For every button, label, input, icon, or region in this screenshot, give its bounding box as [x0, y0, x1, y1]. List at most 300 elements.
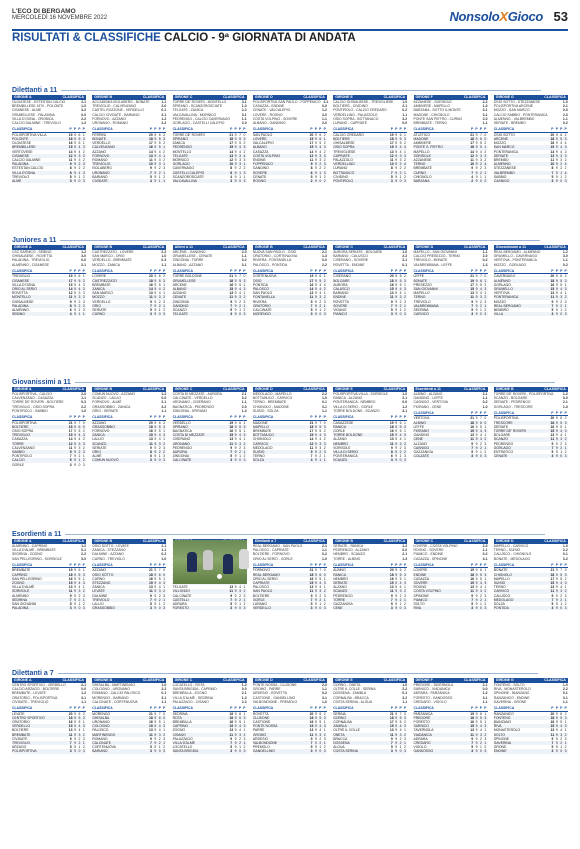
team-points: 11	[470, 295, 474, 300]
team-name: VILLA D'OGNA	[12, 170, 36, 175]
team-points: 16	[550, 720, 555, 725]
team-name: CORTENUOVA	[252, 274, 277, 279]
match-teams: RIVA - MONASTEROLO	[493, 687, 531, 692]
team-played: 9	[475, 720, 478, 725]
match-teams: TORRE - ALBINO	[333, 556, 361, 561]
team-played: 9	[395, 728, 398, 733]
team-won: 5	[399, 137, 402, 142]
team-played: 9	[395, 166, 398, 171]
team-played: 9	[475, 454, 478, 459]
team-played: 9	[475, 308, 478, 313]
standings-col-label: P	[73, 127, 77, 132]
team-points: 11	[309, 158, 314, 163]
match-teams: CENATE - VALCALEPIO	[252, 108, 291, 113]
team-won: 4	[479, 429, 482, 434]
team-drawn: 2	[163, 602, 166, 607]
team-points: 21	[229, 132, 234, 137]
team-points: 5	[551, 308, 554, 313]
match-teams: BAGNATICA - PEDRENGO	[172, 404, 215, 409]
match-score: 3-1	[241, 100, 247, 104]
team-points: 7	[551, 597, 554, 602]
standings-col-label: P	[479, 410, 483, 415]
team-points: 3	[390, 312, 393, 317]
team-played: 9	[234, 433, 237, 438]
team-played: 9	[475, 745, 478, 750]
match-teams: PONTE NOSSA - CLUSONE	[252, 683, 297, 687]
team-points: 18	[389, 278, 394, 283]
match-result	[92, 263, 166, 267]
team-name: PALOSCO	[252, 287, 270, 292]
team-name: BOTTANUCO	[333, 170, 355, 175]
standings-label: CLASSIFICA	[252, 415, 274, 420]
team-name: MEDOLAGO	[252, 445, 273, 450]
team-played: 9	[555, 166, 558, 171]
team-drawn: 2	[484, 450, 487, 455]
team-won: 3	[239, 162, 241, 167]
team-name: PONTIROLO	[333, 179, 354, 184]
team-drawn: 2	[404, 274, 406, 279]
team-name: GANDINO	[413, 433, 430, 438]
team-name: ORIO	[92, 303, 101, 308]
team-name: STEZZANESE	[493, 166, 517, 171]
team-name: CAPRINO	[172, 724, 189, 729]
match-teams: FORESTO - GANDOSSO	[413, 695, 453, 700]
team-points: 9	[310, 736, 313, 741]
team-won: 2	[78, 299, 81, 304]
masthead	[12, 8, 568, 26]
team-drawn: 3	[323, 441, 326, 446]
group-name: Giovanissimi a 11	[495, 245, 526, 249]
team-drawn: 3	[82, 299, 85, 304]
team-drawn: 1	[484, 728, 487, 733]
team-played: 9	[555, 728, 558, 733]
team-won: 1	[78, 602, 81, 607]
team-drawn: 2	[484, 589, 487, 594]
team-won: 3	[479, 437, 482, 442]
team-points: 15	[470, 287, 475, 292]
standings-table	[333, 712, 407, 754]
team-points: 8	[551, 166, 554, 171]
team-points: 16	[389, 429, 394, 434]
team-name: VALBREMBANA	[413, 303, 439, 308]
team-played: 9	[475, 445, 478, 450]
team-played: 9	[555, 287, 558, 292]
team-won: 2	[479, 736, 482, 741]
team-won: 4	[479, 287, 482, 292]
team-won: 6	[319, 711, 322, 716]
team-name: CISANO	[172, 732, 186, 737]
match-teams: URGNANO - ROMANO	[92, 121, 128, 126]
team-drawn: 4	[564, 162, 567, 167]
team-won: 2	[239, 299, 241, 304]
team-won: 5	[479, 572, 482, 577]
team-won: 3	[560, 732, 563, 737]
team-drawn: 2	[163, 732, 166, 737]
team-drawn: 2	[323, 589, 326, 594]
team-drawn: 2	[404, 441, 406, 446]
team-won: 2	[158, 597, 161, 602]
page-headline	[12, 32, 568, 46]
team-name: SEDRINA	[12, 597, 28, 602]
team-drawn: 3	[404, 312, 406, 317]
team-points: 6	[310, 170, 313, 175]
matchday-label: CLASSIFICA	[62, 387, 84, 391]
team-points: 16	[68, 720, 73, 725]
match-teams: GHISALBA - MARTINENGO	[92, 683, 136, 687]
matchday-label: CLASSIFICA	[223, 245, 245, 249]
team-played: 9	[475, 593, 478, 598]
table-row	[253, 179, 327, 183]
team-points: 11	[550, 589, 555, 594]
section-title-text: Dilettanti a 11	[12, 87, 58, 94]
team-name: ARZAGO	[12, 745, 27, 750]
match-result	[173, 121, 247, 125]
team-played: 9	[154, 299, 157, 304]
table-row	[414, 179, 488, 183]
team-points: 7	[310, 597, 313, 602]
team-name: MADONE	[252, 420, 268, 425]
team-points: 7	[69, 454, 72, 459]
team-won: 0	[560, 606, 563, 611]
team-name: VERDELLO	[92, 299, 111, 304]
team-played: 9	[395, 287, 398, 292]
team-won: 0	[319, 749, 322, 754]
issue-date: MERCOLEDÌ 16 NOVEMBRE 2022	[12, 15, 108, 21]
team-name: ALBANO	[252, 145, 267, 150]
team-drawn: 3	[484, 749, 487, 754]
group-name: GIRONE B	[495, 387, 514, 391]
team-played: 9	[154, 585, 157, 590]
team-points: 7	[149, 597, 152, 602]
team-played: 9	[475, 153, 478, 158]
team-won: 5	[78, 137, 81, 142]
team-played: 9	[314, 141, 317, 146]
team-points: 11	[309, 445, 314, 450]
team-points: 10	[389, 162, 394, 167]
team-won: 2	[479, 162, 482, 167]
team-name: PIANICO	[413, 597, 428, 602]
team-drawn: 2	[243, 589, 246, 594]
team-points: 9	[69, 736, 72, 741]
team-played: 9	[475, 274, 478, 279]
team-won: 2	[399, 736, 402, 741]
team-points: 17	[309, 278, 314, 283]
team-name: CENE	[333, 606, 343, 611]
standings-col-label: P	[230, 415, 233, 420]
team-drawn: 0	[484, 420, 487, 425]
team-points: 11	[68, 732, 73, 737]
team-points: 15	[470, 724, 475, 729]
team-won: 6	[319, 132, 322, 137]
team-played: 9	[475, 170, 478, 175]
standings-col-label: P	[395, 562, 398, 567]
team-played: 9	[395, 153, 398, 158]
team-points: 6	[390, 454, 393, 459]
team-points: 11	[550, 158, 555, 163]
match-score: 1-1	[482, 548, 488, 553]
team-drawn: 3	[404, 581, 406, 586]
team-played: 9	[154, 606, 157, 611]
team-name: COSTA VOLPINO	[252, 153, 281, 158]
group-column	[414, 387, 488, 525]
team-drawn: 2	[163, 308, 166, 313]
team-played: 9	[475, 724, 478, 729]
team-points: 5	[310, 174, 313, 179]
team-won: 3	[560, 158, 563, 163]
match-teams: SUISIO - SOLZA	[252, 408, 279, 413]
match-teams: CREDARO - VIGOLO	[413, 699, 447, 704]
matchday-label: CLASSIFICA	[142, 387, 165, 391]
team-played: 9	[475, 728, 478, 733]
team-points: 15	[229, 287, 234, 292]
team-name: TERNO	[413, 295, 426, 300]
table-row	[92, 749, 166, 753]
match-score: 2-2	[482, 100, 488, 104]
team-name: URGNANO	[172, 441, 190, 446]
team-points: 7	[471, 741, 474, 746]
match-score: 2-0	[241, 250, 247, 254]
team-name: BREMBATE	[12, 568, 31, 573]
team-drawn: 3	[564, 299, 567, 304]
team-won: 3	[319, 589, 322, 594]
team-won: 5	[399, 715, 402, 720]
team-played: 9	[475, 450, 478, 455]
team-played: 9	[234, 736, 237, 741]
match-teams: BOLTIERE - CIVIDINO	[333, 104, 368, 109]
team-played: 9	[395, 581, 398, 586]
team-points: 11	[309, 295, 314, 300]
team-played: 9	[555, 450, 558, 455]
match-score: 1-1	[562, 116, 568, 121]
team-name: ORIO AL SERIO	[252, 576, 278, 581]
match-teams: CHIGNOLO - MADONE	[252, 404, 289, 409]
team-drawn: 1	[484, 303, 487, 308]
team-played: 9	[314, 287, 317, 292]
standings-label: CLASSIFICA	[413, 706, 434, 711]
team-played: 9	[475, 137, 478, 142]
team-points: 8	[230, 166, 233, 171]
match-teams: CASTIONE - GANDELLINO	[252, 695, 296, 700]
team-points: 13	[229, 153, 234, 158]
team-won: 3	[399, 441, 402, 446]
team-drawn: 1	[564, 424, 567, 429]
team-points: 16	[309, 576, 314, 581]
team-won: 5	[479, 715, 482, 720]
team-played: 9	[154, 572, 157, 577]
team-played: 9	[555, 141, 558, 146]
team-drawn: 3	[163, 458, 166, 463]
match-score: 1-3	[241, 408, 247, 413]
team-name: ORIO	[92, 450, 101, 455]
team-drawn: 1	[82, 141, 85, 146]
team-won: 0	[78, 749, 81, 754]
team-drawn: 2	[484, 179, 487, 184]
team-name: POLISPORTIVA VILLA	[12, 132, 47, 137]
team-points: 5	[230, 745, 233, 750]
team-drawn: 2	[163, 450, 166, 455]
team-drawn: 2	[484, 282, 487, 287]
match-score: 0-1	[402, 262, 408, 267]
team-played: 9	[314, 282, 317, 287]
group-name: GIRONE G	[495, 95, 514, 99]
team-drawn: 2	[404, 308, 406, 313]
match-teams: ROMANO - CALCIO PALOSCO	[92, 691, 141, 696]
team-points: 8	[310, 166, 313, 171]
team-played: 9	[74, 576, 76, 581]
team-name: SERINA	[333, 711, 346, 716]
standings-table	[173, 133, 247, 183]
match-teams: CALCIO GHISALBESE - TREVIGLIESE	[333, 100, 394, 104]
team-points: 3	[230, 606, 233, 611]
team-drawn: 3	[404, 749, 406, 754]
standings-col-label: P	[390, 415, 393, 420]
match-teams: ZINGONIA - TORRE	[172, 258, 204, 263]
team-drawn: 2	[243, 441, 246, 446]
team-points: 7	[230, 303, 233, 308]
team-drawn: 2	[484, 149, 487, 154]
team-won: 2	[239, 445, 241, 450]
team-points: 13	[550, 291, 555, 296]
team-name: VILLA D'ALMÈ	[172, 741, 195, 746]
team-won: 3	[479, 295, 482, 300]
match-teams: MOZZO - GORLAGO	[493, 262, 527, 267]
team-drawn: 3	[323, 170, 326, 175]
team-played: 9	[314, 278, 317, 283]
team-played: 9	[395, 441, 398, 446]
team-name: BAGNATICA	[172, 429, 192, 434]
results-section	[12, 378, 568, 526]
table-row	[414, 312, 488, 316]
team-name: FOPPENICO	[252, 162, 273, 167]
match-score: 1-2	[482, 691, 488, 696]
team-name: SCANZO	[493, 437, 508, 442]
team-won: 6	[319, 137, 322, 142]
team-points: 18	[550, 715, 555, 720]
team-played: 9	[555, 179, 558, 184]
match-teams: SAN PELLEGRINO - SORISOLE	[12, 556, 62, 561]
table-row	[92, 606, 166, 610]
team-played: 9	[475, 568, 478, 573]
match-teams: TORRE DE' ROVERI - POLISPORTIVA	[493, 392, 554, 396]
team-won: 2	[78, 736, 81, 741]
team-drawn: 1	[404, 282, 406, 287]
team-name: BOLGARE	[333, 278, 350, 283]
match-score: 1-1	[241, 116, 247, 121]
team-played: 9	[395, 312, 398, 317]
matchday-label: CLASSIFICA	[223, 678, 245, 682]
team-played: 9	[314, 429, 317, 434]
team-name: SPINONE	[413, 593, 429, 598]
standings-col-label: P	[314, 415, 318, 420]
standings-col-label: P	[73, 562, 77, 567]
team-won: 4	[560, 433, 563, 438]
team-points: 9	[230, 593, 233, 598]
match-score: 0-3	[81, 400, 86, 405]
team-drawn: 2	[484, 732, 487, 737]
standings-label: CLASSIFICA	[172, 268, 193, 273]
match-score: 2-1	[81, 100, 86, 104]
match-score: 1-0	[321, 396, 327, 401]
standings-col-label: P	[555, 268, 558, 273]
team-played: 9	[314, 568, 317, 573]
team-name: BREMBILLESE	[12, 145, 36, 150]
team-won: 7	[479, 132, 482, 137]
team-drawn: 1	[243, 597, 246, 602]
team-won: 5	[239, 137, 241, 142]
team-points: 9	[471, 166, 474, 171]
team-won: 2	[399, 593, 402, 598]
team-name: POLISPORTIVA	[12, 420, 37, 425]
team-won: 5	[158, 278, 161, 283]
team-name: CHIGNOLO	[493, 572, 512, 577]
team-drawn: 3	[564, 137, 567, 142]
team-name: GRUMELLESE	[172, 278, 196, 283]
team-won: 1	[158, 308, 161, 313]
team-played: 9	[395, 137, 398, 142]
team-won: 7	[239, 132, 241, 137]
matchday-label: CLASSIFICA	[62, 245, 84, 249]
group-name: GIRONE B	[94, 387, 113, 391]
match-score: 0-2	[482, 552, 488, 557]
team-name: LEFFE	[413, 424, 425, 429]
team-points: 5	[149, 174, 152, 179]
team-points: 15	[149, 724, 153, 729]
match-score: 0-0	[402, 121, 408, 126]
team-drawn: 3	[404, 433, 406, 438]
team-name: MOZZO	[493, 299, 507, 304]
team-drawn: 1	[82, 741, 85, 746]
headline-sub: CALCIO - 9ª GIORNATA DI ANDATA	[164, 32, 356, 44]
team-points: 21	[389, 711, 394, 716]
team-won: 5	[399, 572, 402, 577]
team-points: 3	[230, 312, 233, 317]
team-played: 9	[234, 589, 237, 594]
team-won: 5	[319, 141, 322, 146]
team-played: 9	[555, 174, 558, 179]
team-points: 13	[550, 728, 555, 733]
team-drawn: 2	[484, 745, 487, 750]
team-drawn: 2	[484, 158, 487, 163]
standings-col-label: P	[484, 268, 487, 273]
team-played: 9	[314, 274, 317, 279]
team-points: 19	[68, 568, 73, 573]
team-drawn: 3	[564, 606, 567, 611]
team-points: 16	[149, 576, 153, 581]
team-points: 17	[389, 720, 394, 725]
team-drawn: 1	[484, 424, 487, 429]
team-won: 4	[560, 581, 563, 586]
team-won: 4	[319, 433, 322, 438]
team-won: 4	[239, 287, 241, 292]
team-drawn: 1	[243, 585, 246, 590]
team-points: 15	[229, 145, 234, 150]
team-won: 2	[319, 303, 322, 308]
team-name: OLGIATESE	[12, 141, 31, 146]
team-name: BONATE	[493, 568, 508, 573]
team-won: 5	[319, 424, 322, 429]
team-played: 9	[314, 606, 317, 611]
team-points: 9	[390, 593, 393, 598]
team-name: LEFFE	[413, 274, 425, 279]
team-drawn: 2	[564, 149, 567, 154]
match-score: 2-1	[482, 392, 488, 396]
team-points: 19	[229, 711, 234, 716]
team-played: 9	[234, 454, 237, 459]
match-teams: BREMBILLESE 1970 - POLONTE	[12, 104, 64, 109]
team-won: 6	[239, 420, 241, 425]
standings-table	[414, 416, 488, 458]
group-column	[253, 95, 327, 231]
